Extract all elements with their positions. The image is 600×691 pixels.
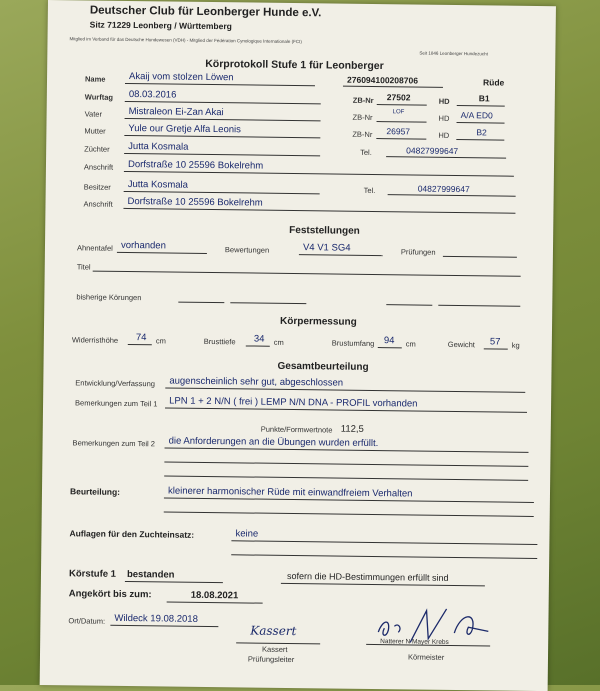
- breeder-tel: 04827999647: [406, 145, 459, 157]
- mother-hd-label: HD: [438, 130, 450, 140]
- height-label: Widerristhöhe: [71, 335, 119, 345]
- form-title: Körprotokoll Stufe 1 für Leonberger: [205, 57, 384, 73]
- measures-heading: Körpermessung: [280, 315, 357, 328]
- verdict-line-2: [164, 511, 534, 517]
- mother-line: [124, 135, 320, 138]
- chest-depth-label: Brusttiefe: [203, 336, 236, 347]
- owner-tel-label: Tel.: [363, 185, 376, 196]
- zb-line: [377, 104, 427, 106]
- weight-unit: kg: [511, 340, 520, 350]
- breeder-address: Dorfstraße 10 25596 Bokelrehm: [127, 158, 264, 172]
- mother-hd: B2: [476, 127, 487, 138]
- exams-line: [443, 256, 517, 258]
- level-condition: sofern die HD-Bestimmungen erfüllt sind: [286, 570, 449, 583]
- previous-label: bisherige Körungen: [76, 292, 142, 303]
- chest-girth-line: [378, 347, 402, 348]
- chest-depth-value: 34: [253, 333, 265, 345]
- level-label: Körstufe 1: [68, 568, 117, 580]
- chest-girth-unit: cm: [405, 339, 416, 349]
- height-line: [128, 344, 152, 345]
- remarks2-value: die Anforderungen an die Übungen wurden erfüllt.: [168, 435, 379, 450]
- club-seat: Sitz 71229 Leonberg / Württemberg: [89, 19, 232, 32]
- leader-name: Kassert: [262, 644, 288, 654]
- owner-tel: 04827999647: [417, 183, 470, 195]
- conditions-line-1: [231, 540, 537, 545]
- owner-address-label: Anschrift: [83, 199, 113, 209]
- father-name: Mistraleon Ei-Zan Akai: [128, 105, 224, 119]
- whelped-date: 08.03.2016: [128, 88, 177, 101]
- breeder-tel-label: Tel.: [360, 147, 372, 157]
- previous-line-1: [178, 302, 224, 304]
- leader-signature-text: Kassert: [250, 623, 297, 639]
- verdict-value: kleinerer harmonischer Rüde mit einwandfreiem Verhalten: [167, 485, 413, 500]
- mother-label: Mutter: [84, 126, 106, 136]
- ratings-line: [299, 254, 383, 256]
- ratings-label: Bewertungen: [224, 245, 270, 255]
- owner-address-line: [123, 208, 515, 214]
- conditions-value: keine: [235, 528, 259, 540]
- father-hd-line: [457, 122, 505, 124]
- judge-name: Natterer N Mayer Krebs: [380, 638, 449, 646]
- findings-heading: Feststellungen: [289, 224, 360, 237]
- club-name: Deutscher Club für Leonberger Hunde e.V.: [89, 4, 322, 20]
- condition-line: [281, 583, 485, 586]
- mother-zb-line: [376, 138, 426, 140]
- father-zb-label: ZB-Nr: [352, 112, 373, 122]
- development-value: augenscheinlich sehr gut, abgeschlossen: [169, 375, 344, 389]
- name-line: [125, 83, 315, 86]
- breeder-address-label: Anschrift: [83, 162, 114, 172]
- ancestors-line: [117, 252, 207, 254]
- name-label: Name: [84, 74, 106, 84]
- until-label: Angekört bis zum:: [68, 588, 152, 601]
- chip-number: 276094100208706: [346, 74, 419, 86]
- weight-value: 57: [489, 336, 501, 348]
- whelped-label: Wurftag: [84, 92, 114, 102]
- ancestors-label: Ahnentafel: [76, 243, 113, 253]
- father-hd-label: HD: [438, 113, 450, 123]
- weight-label: Gewicht: [447, 339, 475, 350]
- verdict-label: Beurteilung:: [69, 486, 121, 497]
- mother-zb-label: ZB-Nr: [352, 129, 373, 139]
- chest-depth-line: [246, 345, 270, 346]
- breeder-address-line: [124, 171, 514, 177]
- previous-line-2: [230, 302, 306, 304]
- titles-line: [93, 271, 521, 277]
- owner-tel-line: [388, 194, 516, 197]
- place-date-value: Wildeck 19.08.2018: [114, 612, 198, 625]
- mother-hd-line: [456, 139, 504, 141]
- until-value: 18.08.2021: [190, 589, 239, 602]
- weight-line: [484, 348, 508, 349]
- leader-signature: [246, 614, 306, 645]
- ratings-value: V4 V1 SG4: [302, 242, 351, 254]
- owner-line: [124, 191, 320, 194]
- mother-zb: 26957: [386, 126, 411, 137]
- level-line: [125, 581, 223, 583]
- father-zb: LOF: [392, 109, 405, 116]
- until-line: [167, 601, 263, 603]
- breeder-line: [124, 153, 320, 156]
- development-label: Entwicklung/Verfassung: [75, 378, 156, 389]
- document-sheet: [40, 0, 556, 691]
- breeder-name: Jutta Kosmala: [128, 140, 189, 153]
- remarks2-line-3: [164, 475, 528, 480]
- dog-sex: Rüde: [482, 77, 505, 88]
- breeder-label: Züchter: [84, 144, 110, 154]
- titles-label: Titel: [76, 262, 91, 272]
- place-date-line: [110, 625, 218, 627]
- remarks2-label: Bemerkungen zum Teil 2: [72, 438, 156, 449]
- conditions-line-2: [231, 554, 537, 559]
- hd-line: [457, 105, 505, 107]
- zb-number: 27502: [386, 92, 411, 103]
- remarks1-label: Bemerkungen zum Teil 1: [75, 398, 158, 409]
- club-membership: Mitglied im Verband für das Deutsche Hundewesen (VDH) - Mitglied der Fédération Cynologique Internationale (FCI): [69, 36, 302, 45]
- evaluation-heading: Gesamtbeurteilung: [277, 360, 369, 373]
- ancestors-value: vorhanden: [120, 239, 166, 252]
- score-value: 112,5: [340, 423, 364, 435]
- owner-label: Besitzer: [83, 182, 111, 192]
- father-line: [125, 118, 321, 121]
- father-label: Vater: [84, 109, 103, 119]
- owner-name: Jutta Kosmala: [127, 178, 189, 191]
- leader-role: Prüfungsleiter: [247, 654, 295, 665]
- club-since: Seit 1846 Leonberger Hundezucht: [419, 50, 488, 57]
- development-line: [165, 387, 525, 392]
- dog-name: Akaij vom stolzen Löwen: [129, 70, 234, 84]
- father-hd: A/A ED0: [460, 110, 493, 121]
- remarks1-value: LPN 1 + 2 N/N ( frei ) LEMP N/N DNA - PROFIL vorhanden: [169, 395, 418, 410]
- hd-value: B1: [478, 93, 490, 104]
- chest-girth-value: 94: [383, 335, 395, 347]
- height-value: 74: [135, 332, 147, 344]
- hd-label: HD: [438, 96, 450, 106]
- mother-name: Yule our Gretje Alfa Leonis: [128, 122, 241, 136]
- chip-line: [343, 86, 443, 88]
- remarks2-line-2: [164, 461, 528, 466]
- father-zb-line: [377, 121, 427, 123]
- owner-address: Dorfstraße 10 25596 Bokelrehm: [127, 195, 263, 209]
- height-unit: cm: [155, 336, 166, 346]
- whelped-line: [125, 101, 321, 104]
- score-label: Punkte/Formwertnote: [260, 424, 333, 435]
- breeder-tel-line: [386, 156, 506, 158]
- exams-label: Prüfungen: [400, 247, 436, 257]
- zb-label: ZB-Nr: [352, 95, 374, 105]
- chest-girth-label: Brustumfang: [331, 338, 375, 349]
- level-value: bestanden: [126, 569, 175, 581]
- judge-role: Körmeister: [407, 652, 445, 662]
- previous-line-4: [438, 305, 520, 307]
- previous-line-3: [386, 304, 432, 306]
- place-date-label: Ort/Datum:: [68, 616, 106, 626]
- chest-depth-unit: cm: [273, 337, 284, 347]
- conditions-label: Auflagen für den Zuchteinsatz:: [69, 528, 195, 540]
